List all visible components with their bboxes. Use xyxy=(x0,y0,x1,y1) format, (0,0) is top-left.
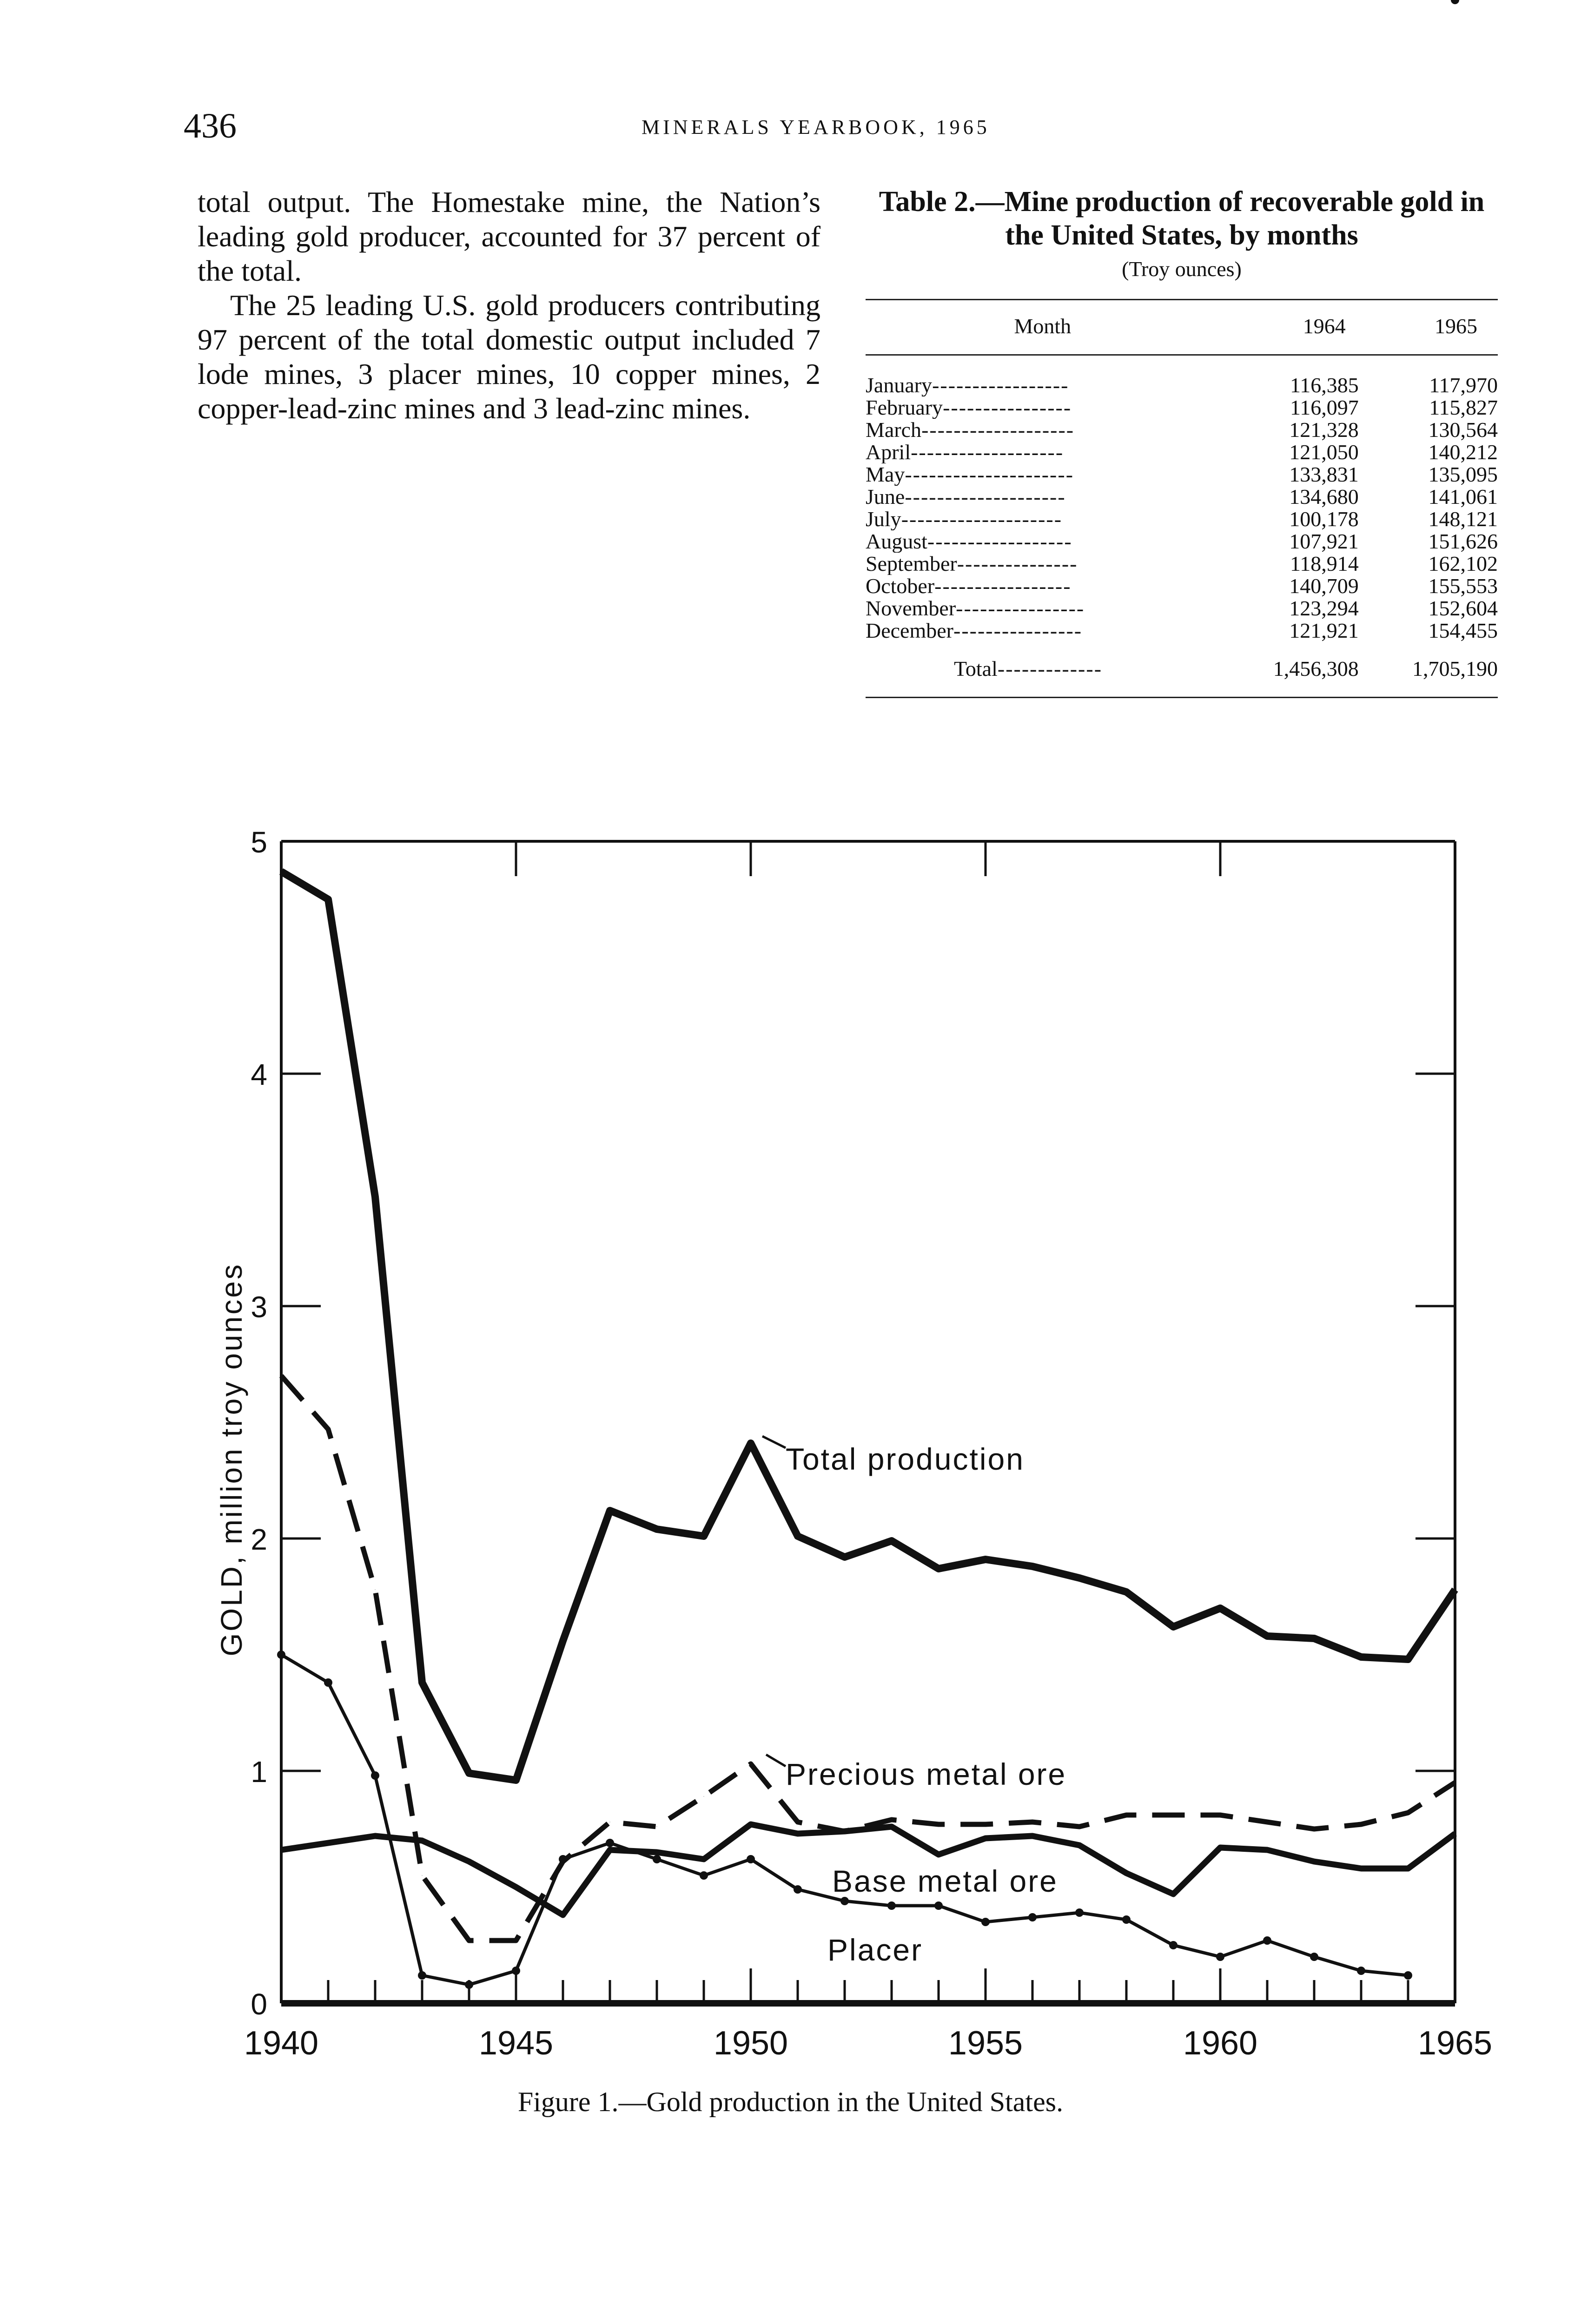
series-label: Total production xyxy=(786,1442,1025,1476)
dot-leader: ---------------- xyxy=(943,396,1072,419)
y-axis-title: GOLD, million troy ounces xyxy=(215,1262,248,1657)
value-1964: 133,831 xyxy=(1289,462,1359,486)
month-label: July xyxy=(866,508,901,530)
column-header-1964: 1964 xyxy=(1220,300,1359,355)
month-label: December xyxy=(866,620,953,642)
data-point xyxy=(328,899,329,900)
data-point xyxy=(1361,1868,1362,1869)
table-title: Table 2.—Mine production of recoverable gold in the United States, by months xyxy=(879,186,1485,251)
month-label: January xyxy=(866,373,933,396)
data-point xyxy=(328,1429,329,1430)
data-point xyxy=(371,1771,379,1780)
data-point xyxy=(1079,1845,1080,1846)
data-point xyxy=(1267,1636,1268,1637)
data-point xyxy=(277,1651,285,1659)
series-label: Precious metal ore xyxy=(786,1757,1067,1791)
y-tick-label: 1 xyxy=(251,1755,267,1789)
data-point xyxy=(1220,1815,1221,1816)
table-unit: (Troy ounces) xyxy=(1122,257,1242,281)
value-1964: 121,921 xyxy=(1289,619,1359,642)
data-point xyxy=(1408,1868,1409,1869)
value-1965: 115,827 xyxy=(1429,396,1498,419)
x-tick-label: 1940 xyxy=(244,2025,319,2062)
y-tick-label: 4 xyxy=(251,1058,267,1091)
x-tick-label: 1950 xyxy=(713,2025,788,2062)
series-label: Placer xyxy=(827,1933,923,1967)
data-point xyxy=(887,1901,896,1910)
data-point xyxy=(512,1967,520,1975)
page-number: 436 xyxy=(184,106,237,145)
dot-leader: ---------------- xyxy=(956,597,1085,620)
data-point xyxy=(1408,1659,1409,1660)
x-tick-label: 1955 xyxy=(948,2025,1023,2062)
data-point xyxy=(1075,1908,1084,1917)
data-point xyxy=(1122,1915,1131,1924)
data-point xyxy=(469,1773,470,1774)
value-1965: 140,212 xyxy=(1428,440,1498,464)
value-1964: 140,709 xyxy=(1289,574,1359,598)
data-point xyxy=(653,1855,661,1863)
dot-leader: ------------------- xyxy=(911,441,1064,463)
value-1964: 116,385 xyxy=(1290,373,1359,397)
data-point xyxy=(418,1971,426,1980)
total-label: Total xyxy=(954,657,998,680)
data-point xyxy=(1357,1967,1365,1975)
total-1964: 1,456,308 xyxy=(1220,642,1359,698)
month-label: May xyxy=(866,463,905,486)
month-label: March xyxy=(866,419,922,441)
series-line-total-production xyxy=(281,872,1455,1780)
dot-leader: --------------- xyxy=(957,553,1078,575)
month-label: November xyxy=(866,597,956,620)
body-paragraph: The 25 leading U.S. gold producers contributing 97 percent of the total domestic output included 7 lode mines, 3 placer mines, 10 copper mines, 2 copper-lead-zinc mines and 3 lead-zinc mines. xyxy=(198,289,820,425)
y-tick-label: 3 xyxy=(251,1290,267,1324)
data-point xyxy=(1169,1941,1177,1949)
data-point xyxy=(1263,1936,1271,1945)
data-point xyxy=(1173,1815,1174,1816)
data-point xyxy=(1451,0,1459,4)
data-point xyxy=(1220,1608,1221,1609)
value-1964: 118,914 xyxy=(1290,552,1359,575)
dot-leader: -------------------- xyxy=(905,486,1066,508)
value-1965: 155,553 xyxy=(1428,574,1498,598)
value-1964: 121,328 xyxy=(1289,418,1359,442)
value-1965: 162,102 xyxy=(1428,552,1498,575)
column-header-month: Month xyxy=(866,300,1220,355)
data-point xyxy=(981,1918,990,1926)
value-1964: 100,178 xyxy=(1289,507,1359,531)
column-header-1965: 1965 xyxy=(1359,300,1498,355)
data-point xyxy=(559,1855,567,1863)
body-paragraph: total output. The Homestake mine, the Nation’s leading gold producer, accounted for 37 percent of the total. xyxy=(198,185,820,287)
value-1965: 152,604 xyxy=(1428,596,1498,620)
running-head: MINERALS YEARBOOK, 1965 xyxy=(642,116,990,139)
data-point xyxy=(1361,1824,1362,1825)
data-point xyxy=(465,1981,473,1989)
dot-leader: ----------------- xyxy=(934,575,1072,597)
total-1965: 1,705,190 xyxy=(1359,642,1498,698)
value-1965: 130,564 xyxy=(1428,418,1498,442)
y-tick-label: 2 xyxy=(251,1523,267,1556)
value-1965: 135,095 xyxy=(1428,462,1498,486)
data-point xyxy=(747,1855,755,1863)
dot-leader: ----------------- xyxy=(932,373,1069,396)
value-1965: 154,455 xyxy=(1428,619,1498,642)
data-point xyxy=(1126,1873,1127,1874)
value-1965: 141,061 xyxy=(1428,485,1498,508)
value-1965: 117,970 xyxy=(1429,373,1498,397)
data-point xyxy=(1314,1638,1315,1639)
data-point xyxy=(1404,1971,1412,1980)
data-point xyxy=(1216,1953,1224,1961)
dot-leader: ------------------ xyxy=(927,530,1072,553)
data-point xyxy=(1028,1913,1037,1921)
y-tick-label: 0 xyxy=(251,1987,267,2021)
value-1965: 151,626 xyxy=(1428,529,1498,553)
value-1964: 116,097 xyxy=(1290,396,1359,419)
series-label-leader xyxy=(762,1436,786,1448)
month-label: February xyxy=(866,396,943,419)
value-1964: 107,921 xyxy=(1289,529,1359,553)
series-label: Base metal ore xyxy=(832,1864,1058,1898)
data-point xyxy=(934,1901,943,1910)
figure-caption: Figure 1.—Gold production in the United States. xyxy=(517,2086,1064,2117)
data-point xyxy=(700,1871,708,1880)
dot-leader: ---------------- xyxy=(953,620,1083,642)
x-tick-label: 1945 xyxy=(478,2025,554,2062)
series-label-leader xyxy=(766,1755,786,1766)
data-point xyxy=(1126,1815,1127,1816)
y-tick-label: 5 xyxy=(251,825,267,859)
data-point xyxy=(324,1678,332,1687)
value-1964: 123,294 xyxy=(1289,596,1359,620)
month-label: October xyxy=(866,575,935,597)
dot-leader: ------------- xyxy=(997,657,1103,680)
dot-leader: --------------------- xyxy=(905,463,1074,486)
month-label: June xyxy=(866,486,905,508)
value-1964: 121,050 xyxy=(1289,440,1359,464)
x-tick-label: 1965 xyxy=(1417,2025,1493,2062)
month-label: September xyxy=(866,553,957,575)
data-point xyxy=(1310,1953,1318,1961)
dot-leader: -------------------- xyxy=(901,508,1063,530)
month-label: August xyxy=(866,530,927,553)
data-point xyxy=(422,1875,423,1876)
data-point xyxy=(1032,1566,1033,1567)
data-point xyxy=(1173,1894,1174,1895)
dot-leader: ------------------- xyxy=(921,419,1075,441)
value-1964: 134,680 xyxy=(1289,485,1359,508)
month-label: April xyxy=(866,441,911,463)
value-1965: 148,121 xyxy=(1428,507,1498,531)
data-point xyxy=(794,1885,802,1894)
x-tick-label: 1960 xyxy=(1183,2025,1258,2062)
data-point xyxy=(606,1839,614,1847)
